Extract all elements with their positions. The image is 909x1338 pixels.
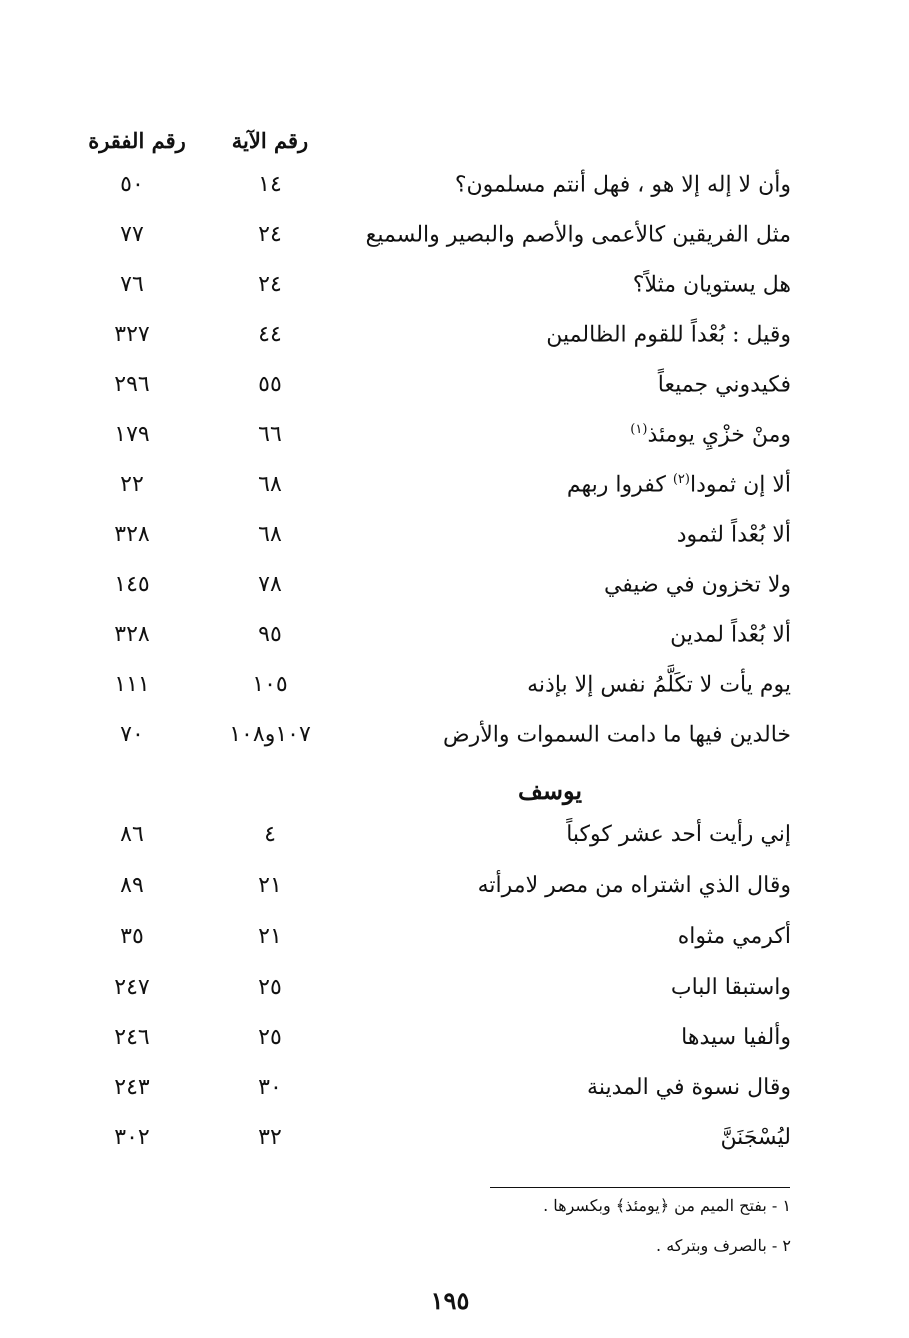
table-row — [0, 672, 909, 718]
table-row — [0, 272, 909, 318]
table-row — [0, 322, 909, 368]
paragraph-number: ٧٠ — [120, 722, 144, 747]
paragraph-number: ٢٢ — [120, 472, 144, 497]
verse-number: ٢٥ — [258, 1025, 282, 1050]
table-row — [0, 873, 909, 919]
footnote-2: ٢ - بالصرف وبتركه . — [656, 1236, 791, 1255]
table-row — [0, 572, 909, 618]
verse-number: ٣٠ — [258, 1075, 282, 1100]
verse-text: ليُسْجَنَنَّ — [720, 1125, 791, 1150]
footnote-marker: (٢) — [672, 472, 690, 487]
verse-number: ٣٢ — [258, 1125, 282, 1150]
table-row — [0, 222, 909, 268]
paragraph-number: ٧٦ — [120, 272, 144, 297]
paragraph-number: ٨٦ — [120, 822, 144, 847]
verse-number: ٢١ — [258, 873, 282, 898]
verse-number: ٢٤ — [258, 272, 282, 297]
verse-text: فكيدوني جميعاً — [657, 372, 791, 398]
paragraph-number: ٣٢٨ — [114, 622, 150, 647]
paragraph-number: ٢٤٣ — [114, 1075, 150, 1100]
paragraph-number: ١١١ — [114, 672, 150, 697]
verse-number: ١٠٧و١٠٨ — [229, 722, 311, 747]
header-paragraph-number: رقم الفقرة — [88, 128, 186, 153]
verse-number: ٤ — [264, 822, 276, 847]
footnote-1: ١ - بفتح الميم من ﴿يومئذ﴾ وبكسرها . — [543, 1196, 791, 1215]
verse-text: يوم يأت لا تكَلَّمُ نفس إلا بإذنه — [527, 672, 791, 698]
paragraph-number: ٣٠٢ — [114, 1125, 150, 1150]
table-row — [0, 472, 909, 518]
table-row — [0, 1125, 909, 1171]
table-row — [0, 522, 909, 568]
table-row — [0, 422, 909, 468]
table-row — [0, 172, 909, 218]
verse-text: هل يستويان مثلاً؟ — [632, 272, 791, 298]
verse-number: ٤٤ — [258, 322, 282, 347]
verse-text: ولا تخزون في ضيفي — [603, 572, 791, 598]
verse-text: وألفيا سيدها — [681, 1025, 791, 1050]
table-row — [0, 372, 909, 418]
verse-text: ومنْ خزْيِ يومئذ$^{(١)}$ — [630, 422, 791, 448]
header-verse-number: رقم الآية — [231, 128, 309, 153]
table-row — [0, 622, 909, 668]
verse-number: ٢٤ — [258, 222, 282, 247]
verse-text: مثل الفريقين كالأعمى والأصم والبصير والسميع — [365, 222, 791, 248]
table-row — [0, 822, 909, 868]
verse-text: ألا بُعْداً لثمود — [676, 522, 791, 548]
verse-text: وقيل : بُعْداً للقوم الظالمين — [546, 322, 791, 348]
verse-number: ١٤ — [258, 172, 282, 197]
verse-number: ٥٥ — [258, 372, 282, 397]
paragraph-number: ٥٠ — [120, 172, 144, 197]
paragraph-number: ١٧٩ — [114, 422, 150, 447]
footnote-marker: (١) — [630, 422, 648, 437]
verse-number: ٦٨ — [258, 522, 282, 547]
verse-number: ٢١ — [258, 924, 282, 949]
verse-text: واستبقا الباب — [670, 975, 791, 1000]
verse-text: وقال نسوة في المدينة — [587, 1075, 791, 1100]
verse-number: ٧٨ — [258, 572, 282, 597]
verse-text: أكرمي مثواه — [677, 924, 791, 949]
surah-title: يوسف — [517, 776, 583, 805]
paragraph-number: ٢٤٧ — [114, 975, 150, 1000]
verse-text: وقال الذي اشتراه من مصر لامرأته — [477, 873, 791, 898]
verse-number: ٦٦ — [258, 422, 282, 447]
paragraph-number: ٢٤٦ — [114, 1025, 150, 1050]
paragraph-number: ٣٥ — [120, 924, 144, 949]
verse-number: ١٠٥ — [252, 672, 288, 697]
verse-text: إني رأيت أحد عشر كوكباً — [566, 822, 791, 847]
verse-number: ٦٨ — [258, 472, 282, 497]
table-row — [0, 1025, 909, 1071]
verse-number: ٢٥ — [258, 975, 282, 1000]
paragraph-number: ٣٢٨ — [114, 522, 150, 547]
paragraph-number: ١٤٥ — [114, 572, 150, 597]
verse-text: وأن لا إله إلا هو ، فهل أنتم مسلمون؟ — [454, 172, 791, 198]
table-row — [0, 1075, 909, 1121]
footnote-divider — [490, 1187, 790, 1188]
table-row — [0, 722, 909, 768]
verse-text: خالدين فيها ما دامت السموات والأرض — [442, 722, 791, 748]
paragraph-number: ٣٢٧ — [114, 322, 150, 347]
paragraph-number: ٨٩ — [120, 873, 144, 898]
paragraph-number: ٢٩٦ — [114, 372, 150, 397]
verse-text: ألا إن ثمودا$^{(٢)}$ كفروا ربهم — [566, 472, 791, 498]
table-row — [0, 924, 909, 970]
verse-number: ٩٥ — [258, 622, 282, 647]
page-number: ١٩٥ — [430, 1286, 470, 1315]
table-row — [0, 975, 909, 1021]
verse-text: ألا بُعْداً لمدين — [670, 622, 791, 648]
paragraph-number: ٧٧ — [120, 222, 144, 247]
